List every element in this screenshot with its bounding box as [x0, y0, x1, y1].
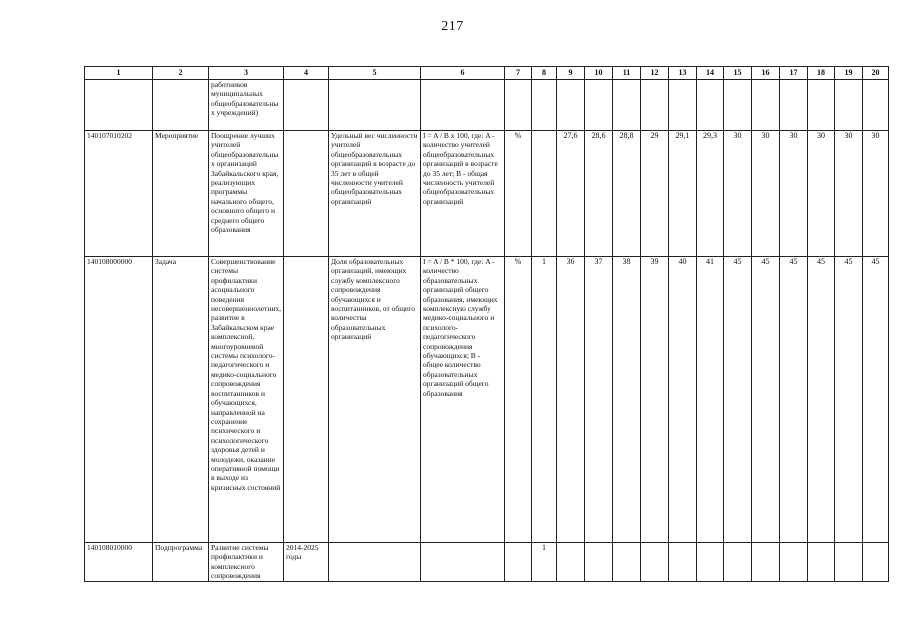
row-value	[752, 80, 780, 131]
column-header: 14	[697, 67, 724, 80]
row-type: Мероприятие	[153, 131, 209, 257]
column-header: 8	[532, 67, 557, 80]
column-header: 17	[780, 67, 808, 80]
row-value: 28,6	[585, 131, 613, 257]
column-header: 1	[85, 67, 153, 80]
row-value: 40	[669, 257, 697, 543]
row-value: 27,6	[557, 131, 585, 257]
row-value	[613, 80, 641, 131]
row-value	[641, 80, 669, 131]
row-value: 30	[752, 131, 780, 257]
row-value: 30	[863, 131, 889, 257]
row-value: 30	[808, 131, 835, 257]
row-value	[780, 543, 808, 582]
row-value: 41	[697, 257, 724, 543]
row-formula	[421, 80, 505, 131]
page-number: 217	[441, 19, 464, 34]
row-value: 36	[557, 257, 585, 543]
row-value: 39	[641, 257, 669, 543]
row-value: 30	[724, 131, 752, 257]
column-header: 3	[209, 67, 284, 80]
column-header: 15	[724, 67, 752, 80]
row-indicator: Удельный вес численности учителей общеобразовательных организаций в возрасте до 35 лет в общей численности учителей общеобразовательных организаций	[329, 131, 421, 257]
row-value	[557, 543, 585, 582]
row-name: работников муниципальных общеобразовательных учреждений)	[209, 80, 284, 131]
row-value	[532, 131, 557, 257]
row-indicator	[329, 543, 421, 582]
row-indicator: Доля образовательных организаций, имеющих службу комплексного сопровождения обучающихся и воспитанников, от общего количества образовательных организаций	[329, 257, 421, 543]
column-header: 13	[669, 67, 697, 80]
row-code: 140107010202	[85, 131, 153, 257]
row-type: Задача	[153, 257, 209, 543]
row-period	[284, 131, 329, 257]
table-row	[85, 257, 889, 543]
row-name: Поощрение лучших учителей общеобразовательных организаций Забайкальского края, реализующих программы начального общего, основного общего и среднего общего образования	[209, 131, 284, 257]
row-value: 45	[835, 257, 863, 543]
column-header: 2	[153, 67, 209, 80]
row-value	[697, 80, 724, 131]
column-header: 7	[505, 67, 532, 80]
row-value	[752, 543, 780, 582]
column-header: 16	[752, 67, 780, 80]
row-formula: I = A / B x 100, где: A - количество учителей общеобразовательных организаций в возрасте до 35 лет; B - общая численность учителей общеобразовательных организаций	[421, 131, 505, 257]
indicators-table	[84, 66, 889, 582]
row-value: 45	[863, 257, 889, 543]
row-indicator	[329, 80, 421, 131]
table-row	[85, 543, 889, 582]
row-code: 140108000000	[85, 257, 153, 543]
row-name: Совершенствование системы профилактики асоциального поведения несовершеннолетних, развитие в Забайкальском крае комплексной, многоуровневой системы психолого-педагогического и медико-социального сопровождения воспитанников и обучающихся, направленной на сохранение психического и психологического здоровья детей и молодежи, оказание оперативной помощи в выходе из кризисных состояний	[209, 257, 284, 543]
column-header: 11	[613, 67, 641, 80]
row-value	[669, 80, 697, 131]
column-header: 6	[421, 67, 505, 80]
row-value	[808, 543, 835, 582]
row-value: 29,3	[697, 131, 724, 257]
row-unit: %	[505, 131, 532, 257]
row-period: 2014-2025 годы	[284, 543, 329, 582]
row-period	[284, 80, 329, 131]
row-value: 45	[780, 257, 808, 543]
row-value: 28,8	[613, 131, 641, 257]
row-unit	[505, 80, 532, 131]
table-row	[85, 80, 889, 131]
row-value	[585, 80, 613, 131]
row-value	[863, 80, 889, 131]
row-value	[724, 543, 752, 582]
row-value: 1	[532, 257, 557, 543]
row-value: 45	[752, 257, 780, 543]
row-formula: I = A / B * 100, где: A - количество образовательных организаций общего образования, имеющих комплексную службу медико-социального и психолого-педагогического сопровождения обучающихся; B - общее количество образовательных организаций общего образования	[421, 257, 505, 543]
column-header: 5	[329, 67, 421, 80]
row-value	[669, 543, 697, 582]
column-header: 4	[284, 67, 329, 80]
row-unit: %	[505, 257, 532, 543]
column-header: 12	[641, 67, 669, 80]
row-value: 38	[613, 257, 641, 543]
column-header: 18	[808, 67, 835, 80]
column-header: 10	[585, 67, 613, 80]
table-row	[85, 131, 889, 257]
row-value: 30	[780, 131, 808, 257]
row-value	[863, 543, 889, 582]
row-period	[284, 257, 329, 543]
header-row	[85, 67, 889, 80]
row-value	[557, 80, 585, 131]
row-value: 45	[724, 257, 752, 543]
column-header: 19	[835, 67, 863, 80]
row-code	[85, 80, 153, 131]
row-value	[724, 80, 752, 131]
row-value	[641, 543, 669, 582]
row-value	[532, 80, 557, 131]
row-value: 29	[641, 131, 669, 257]
column-header: 9	[557, 67, 585, 80]
row-code: 140108010000	[85, 543, 153, 582]
row-value: 37	[585, 257, 613, 543]
row-value: 30	[835, 131, 863, 257]
row-value: 45	[808, 257, 835, 543]
column-header: 20	[863, 67, 889, 80]
row-value	[613, 543, 641, 582]
row-value	[585, 543, 613, 582]
row-value	[835, 543, 863, 582]
row-name: Развитие системы профилактики и комплексного сопровождения	[209, 543, 284, 582]
row-value	[808, 80, 835, 131]
row-value: 29,1	[669, 131, 697, 257]
row-unit	[505, 543, 532, 582]
row-value	[780, 80, 808, 131]
row-value	[697, 543, 724, 582]
row-value	[835, 80, 863, 131]
row-type: Подпрограмма	[153, 543, 209, 582]
row-value: 1	[532, 543, 557, 582]
row-type	[153, 80, 209, 131]
row-formula	[421, 543, 505, 582]
